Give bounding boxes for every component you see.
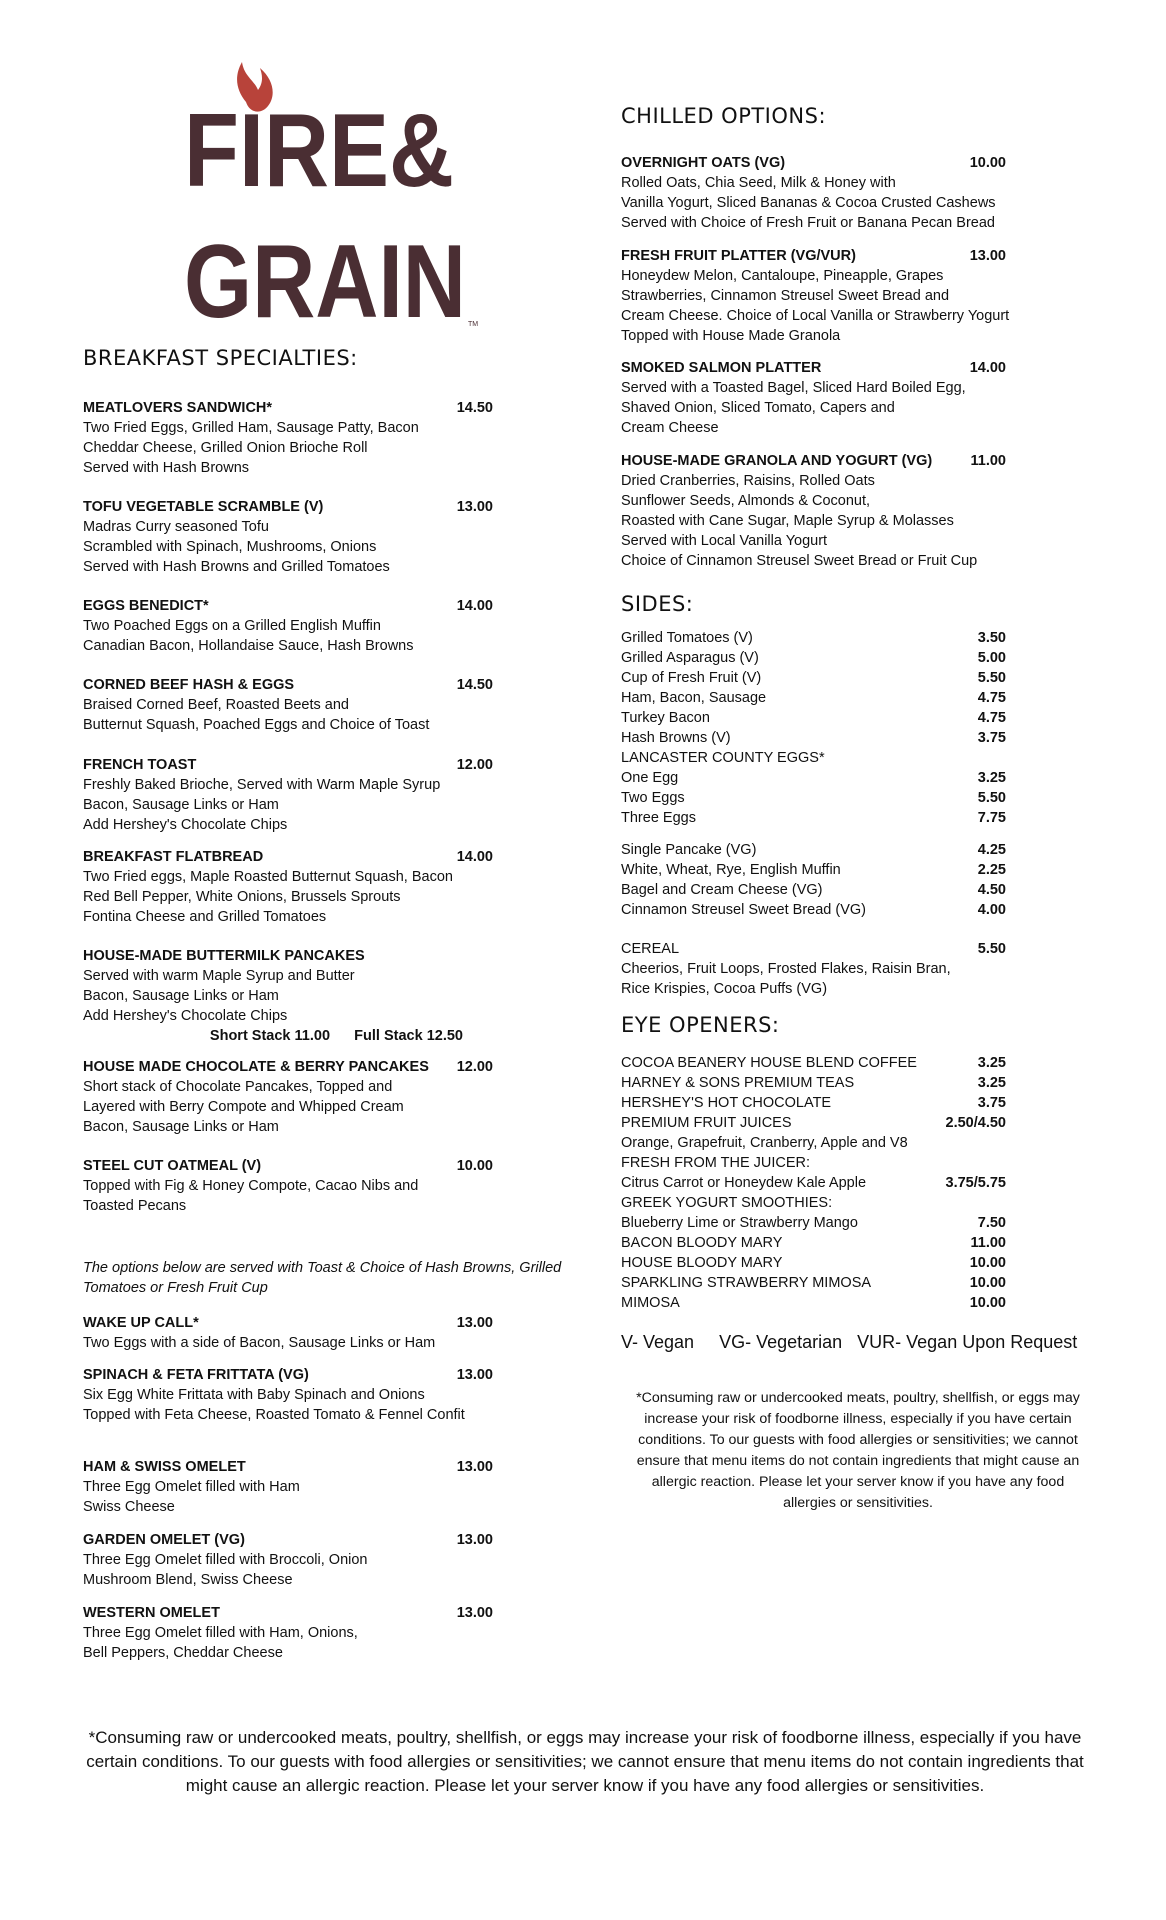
item-desc: Braised Corned Beef, Roasted Beets and Butternut Squash, Poached Eggs and Choice of Toast — [83, 697, 430, 733]
item-name: WAKE UP CALL* — [83, 1315, 199, 1331]
item-desc: Two Fried eggs, Maple Roasted Butternut Squash, Bacon Red Bell Pepper, White Onions, Brussels Sprouts Fontina Cheese and Grilled Tomatoes — [83, 869, 453, 925]
drink-label: GREEK YOGURT SMOOTHIES: — [621, 1195, 833, 1211]
side-label: CEREAL — [621, 941, 680, 957]
item-desc: Served with warm Maple Syrup and Butter Bacon, Sausage Links or Ham Add Hershey's Chocolate Chips — [83, 968, 355, 1024]
item-name: EGGS BENEDICT* — [83, 598, 209, 614]
options-note: The options below are served with Toast & Choice of Hash Browns, Grilled Tomatoes or Fresh Fruit Cup — [83, 1260, 562, 1296]
menu-item — [83, 755, 493, 835]
item-desc: Three Egg Omelet filled with Ham Swiss Cheese — [83, 1479, 300, 1515]
allergy-disclaimer-right: *Consuming raw or undercooked meats, poultry, shellfish, or eggs may increase your risk of foodborne illness, especially if you have certain conditions. To our guests with food allergies or sensitivities; we cannot ensure that menu items do not contain ingredients that might cause an allergic reaction. Please let your server know if you have any food allergies or sensitivities. — [636, 1390, 1080, 1511]
drink-row — [621, 1093, 1006, 1113]
item-name: SPINACH & FETA FRITTATA (VG) — [83, 1367, 309, 1383]
menu-item — [83, 1603, 493, 1663]
drink-price: 10.00 — [969, 1275, 1006, 1291]
side-label: Single Pancake (VG) — [621, 842, 757, 858]
side-row — [621, 840, 1006, 860]
drink-label: HARNEY & SONS PREMIUM TEAS — [621, 1075, 855, 1091]
drink-row — [621, 1293, 1006, 1313]
item-name: SMOKED SALMON PLATTER — [621, 360, 822, 376]
breakfast-section-title: BREAKFAST SPECIALTIES: — [83, 346, 358, 370]
item-price: 13.00 — [969, 248, 1006, 264]
item-price: 14.50 — [456, 677, 493, 693]
item-name: HOUSE-MADE BUTTERMILK PANCAKES — [83, 948, 365, 964]
drink-label: COCOA BEANERY HOUSE BLEND COFFEE — [621, 1055, 917, 1071]
eye-openers-section-title: EYE OPENERS: — [621, 1013, 780, 1037]
item-price: 10.00 — [456, 1158, 493, 1174]
item-price: 11.00 — [970, 453, 1006, 469]
item-desc: Freshly Baked Brioche, Served with Warm Maple Syrup Bacon, Sausage Links or Ham Add Hershey's Chocolate Chips — [83, 777, 441, 833]
side-row — [621, 728, 1006, 748]
drink-label: SPARKLING STRAWBERRY MIMOSA — [621, 1275, 872, 1291]
menu-item — [621, 451, 1006, 571]
drink-label: Blueberry Lime or Strawberry Mango — [621, 1215, 858, 1231]
item-desc: Three Egg Omelet filled with Broccoli, Onion Mushroom Blend, Swiss Cheese — [83, 1552, 368, 1588]
item-desc: Rolled Oats, Chia Seed, Milk & Honey with Vanilla Yogurt, Sliced Bananas & Cocoa Crusted Cashews Served with Choice of Fresh Fruit or Banana Pecan Bread — [621, 175, 996, 231]
sides-list-2 — [621, 840, 1006, 920]
side-label: Bagel and Cream Cheese (VG) — [621, 882, 823, 898]
side-row — [621, 768, 1006, 788]
side-row — [621, 900, 1006, 920]
menu-item — [621, 358, 1006, 438]
item-price: 13.00 — [456, 1605, 493, 1621]
item-price: 14.50 — [456, 400, 493, 416]
item-name: HAM & SWISS OMELET — [83, 1459, 246, 1475]
drink-row — [621, 1133, 1006, 1153]
cereal-desc: Cheerios, Fruit Loops, Frosted Flakes, Raisin Bran, Rice Krispies, Cocoa Puffs (VG) — [621, 961, 951, 997]
item-desc: Two Eggs with a side of Bacon, Sausage Links or Ham — [83, 1335, 436, 1351]
drink-price: 3.75 — [977, 1095, 1006, 1111]
drink-label: BACON BLOODY MARY — [621, 1235, 783, 1251]
item-price: 14.00 — [969, 360, 1006, 376]
item-name: GARDEN OMELET (VG) — [83, 1532, 245, 1548]
side-price: 4.50 — [977, 882, 1006, 898]
menu-item — [621, 246, 1010, 346]
left-column — [83, 0, 563, 1700]
side-price: 5.50 — [977, 941, 1006, 957]
item-price: 14.00 — [456, 849, 493, 865]
item-desc: Dried Cranberries, Raisins, Rolled Oats Sunflower Seeds, Almonds & Coconut, Roasted with Cane Sugar, Maple Syrup & Molasses Served with Local Vanilla Yogurt Choice of Cinnamon Streusel Sweet Bread or Fruit Cup — [621, 473, 978, 569]
item-price: 14.00 — [456, 598, 493, 614]
item-price: 12.00 — [456, 757, 493, 773]
side-label: Hash Browns (V) — [621, 730, 731, 746]
side-label: Grilled Tomatoes (V) — [621, 630, 753, 646]
item-desc: Served with a Toasted Bagel, Sliced Hard Boiled Egg, Shaved Onion, Sliced Tomato, Capers and Cream Cheese — [621, 380, 966, 436]
side-row — [621, 748, 1006, 768]
side-price: 3.75 — [977, 730, 1006, 746]
side-row — [621, 628, 1006, 648]
sides-section-title: SIDES: — [621, 592, 694, 616]
drink-row — [621, 1113, 1006, 1133]
drink-row — [621, 1173, 1006, 1193]
item-desc: Honeydew Melon, Cantaloupe, Pineapple, Grapes Strawberries, Cinnamon Streusel Sweet Bread and Cream Cheese. Choice of Local Vanilla or Strawberry Yogurt Topped with House Made Granola — [621, 268, 1010, 344]
side-label: One Egg — [621, 770, 679, 786]
item-desc: Two Fried Eggs, Grilled Ham, Sausage Patty, Bacon Cheddar Cheese, Grilled Onion Brioche Roll Served with Hash Browns — [83, 420, 419, 476]
logo-line1: FIRE& — [184, 93, 454, 209]
item-desc: Short stack of Chocolate Pancakes, Topped and Layered with Berry Compote and Whipped Cream Bacon, Sausage Links or Ham — [83, 1079, 404, 1135]
side-row — [621, 860, 1006, 880]
side-label: Three Eggs — [621, 810, 696, 826]
menu-item — [83, 1057, 493, 1137]
menu-item — [83, 1365, 493, 1425]
item-price: 13.00 — [456, 1367, 493, 1383]
logo-line2: GRAIN — [184, 224, 466, 330]
menu-item — [83, 1313, 493, 1353]
logo-tm: TM — [468, 321, 479, 328]
drink-row — [621, 1053, 1006, 1073]
drink-price: 10.00 — [969, 1295, 1006, 1311]
item-name: BREAKFAST FLATBREAD — [83, 849, 264, 865]
side-price: 3.50 — [977, 630, 1006, 646]
drink-row — [621, 1273, 1006, 1293]
sides-list-1 — [621, 628, 1006, 828]
eye-openers-list — [621, 1053, 1006, 1313]
drink-row — [621, 1253, 1006, 1273]
item-name: CORNED BEEF HASH & EGGS — [83, 677, 295, 693]
item-name: HOUSE-MADE GRANOLA AND YOGURT (VG) — [621, 453, 933, 469]
menu-item — [83, 398, 493, 478]
side-label: Cup of Fresh Fruit (V) — [621, 670, 762, 686]
side-row — [621, 688, 1006, 708]
item-price: 13.00 — [456, 499, 493, 515]
drink-price: 3.75/5.75 — [945, 1175, 1006, 1191]
side-row — [621, 708, 1006, 728]
drink-row — [621, 1193, 1006, 1213]
menu-item — [83, 946, 493, 1046]
side-price: 5.50 — [977, 670, 1006, 686]
side-row — [621, 808, 1006, 828]
diet-legend: V- Vegan VG- Vegetarian VUR- Vegan Upon Request — [621, 1332, 1078, 1352]
side-label: LANCASTER COUNTY EGGS* — [621, 750, 825, 766]
drink-label: HOUSE BLOODY MARY — [621, 1255, 783, 1271]
item-desc: Two Poached Eggs on a Grilled English Muffin Canadian Bacon, Hollandaise Sauce, Hash Browns — [83, 618, 414, 654]
drink-label: Citrus Carrot or Honeydew Kale Apple — [621, 1175, 867, 1191]
item-price: 12.00 — [456, 1059, 493, 1075]
side-price: 4.75 — [977, 710, 1006, 726]
item-name: TOFU VEGETABLE SCRAMBLE (V) — [83, 499, 324, 515]
side-row — [621, 648, 1006, 668]
menu-item — [83, 1457, 493, 1517]
drink-price: 11.00 — [970, 1235, 1006, 1251]
side-price: 7.75 — [977, 810, 1006, 826]
drink-price: 3.25 — [977, 1055, 1006, 1071]
item-name: OVERNIGHT OATS (VG) — [621, 155, 786, 171]
item-desc: Topped with Fig & Honey Compote, Cacao Nibs and Toasted Pecans — [83, 1178, 419, 1214]
drink-label: PREMIUM FRUIT JUICES — [621, 1115, 792, 1131]
menu-item — [83, 1530, 493, 1590]
item-name: FRESH FRUIT PLATTER (VG/VUR) — [621, 248, 856, 264]
side-row — [621, 880, 1006, 900]
drink-price: 7.50 — [977, 1215, 1006, 1231]
side-price: 2.25 — [977, 862, 1006, 878]
side-label: Turkey Bacon — [621, 710, 710, 726]
item-name: WESTERN OMELET — [83, 1605, 220, 1621]
drink-price: 10.00 — [969, 1255, 1006, 1271]
item-price: 13.00 — [456, 1459, 493, 1475]
allergy-disclaimer-bottom: *Consuming raw or undercooked meats, poultry, shellfish, or eggs may increase your risk of foodborne illness, especially if you have certain conditions. To our guests with food allergies or sensitivities; we cannot ensure that menu items do not contain ingredients that might cause an allergic reaction. Please let your server know if you have any food allergies or sensitivities. — [86, 1728, 1084, 1795]
side-row — [621, 788, 1006, 808]
drink-row — [621, 1073, 1006, 1093]
side-price: 4.75 — [977, 690, 1006, 706]
menu-item — [83, 596, 493, 656]
drink-label: Orange, Grapefruit, Cranberry, Apple and V8 — [621, 1135, 908, 1151]
item-desc: Madras Curry seasoned Tofu Scrambled with Spinach, Mushrooms, Onions Served with Hash Browns and Grilled Tomatoes — [83, 519, 390, 575]
menu-item — [621, 153, 1006, 233]
drink-price: 2.50/4.50 — [945, 1115, 1006, 1131]
side-price: 4.25 — [977, 842, 1006, 858]
drink-label: HERSHEY'S HOT CHOCOLATE — [621, 1095, 832, 1111]
drink-row — [621, 1233, 1006, 1253]
item-name: HOUSE MADE CHOCOLATE & BERRY PANCAKES — [83, 1059, 429, 1075]
side-label: Cinnamon Streusel Sweet Bread (VG) — [621, 902, 866, 918]
side-price: 5.00 — [977, 650, 1006, 666]
item-desc: Three Egg Omelet filled with Ham, Onions, Bell Peppers, Cheddar Cheese — [83, 1625, 358, 1661]
item-name: MEATLOVERS SANDWICH* — [83, 400, 273, 416]
menu-item — [83, 497, 493, 577]
side-row — [621, 939, 1006, 959]
chilled-section-title: CHILLED OPTIONS: — [621, 104, 827, 128]
drink-label: FRESH FROM THE JUICER: — [621, 1155, 811, 1171]
side-price: 4.00 — [977, 902, 1006, 918]
menu-item — [83, 675, 493, 735]
side-price: 3.25 — [977, 770, 1006, 786]
item-desc: Six Egg White Frittata with Baby Spinach and Onions Topped with Feta Cheese, Roasted Tomato & Fennel Confit — [83, 1387, 465, 1423]
item-price: 10.00 — [969, 155, 1006, 171]
item-price: 13.00 — [456, 1532, 493, 1548]
side-label: Two Eggs — [621, 790, 685, 806]
item-name: STEEL CUT OATMEAL (V) — [83, 1158, 262, 1174]
cereal-item — [621, 939, 1006, 999]
drink-row — [621, 1153, 1006, 1173]
menu-item — [83, 1156, 493, 1216]
pancake-stack-prices: Short Stack 11.00 Full Stack 12.50 — [209, 1028, 463, 1044]
item-name: FRENCH TOAST — [83, 757, 197, 773]
drink-row — [621, 1213, 1006, 1233]
drink-label: MIMOSA — [621, 1295, 680, 1311]
item-price: 13.00 — [456, 1315, 493, 1331]
side-label: Ham, Bacon, Sausage — [621, 690, 767, 706]
side-row — [621, 668, 1006, 688]
side-price: 5.50 — [977, 790, 1006, 806]
right-column — [621, 0, 1078, 1400]
drink-price: 3.25 — [977, 1075, 1006, 1091]
side-label: Grilled Asparagus (V) — [621, 650, 759, 666]
side-label: White, Wheat, Rye, English Muffin — [621, 862, 841, 878]
menu-item — [83, 847, 493, 927]
